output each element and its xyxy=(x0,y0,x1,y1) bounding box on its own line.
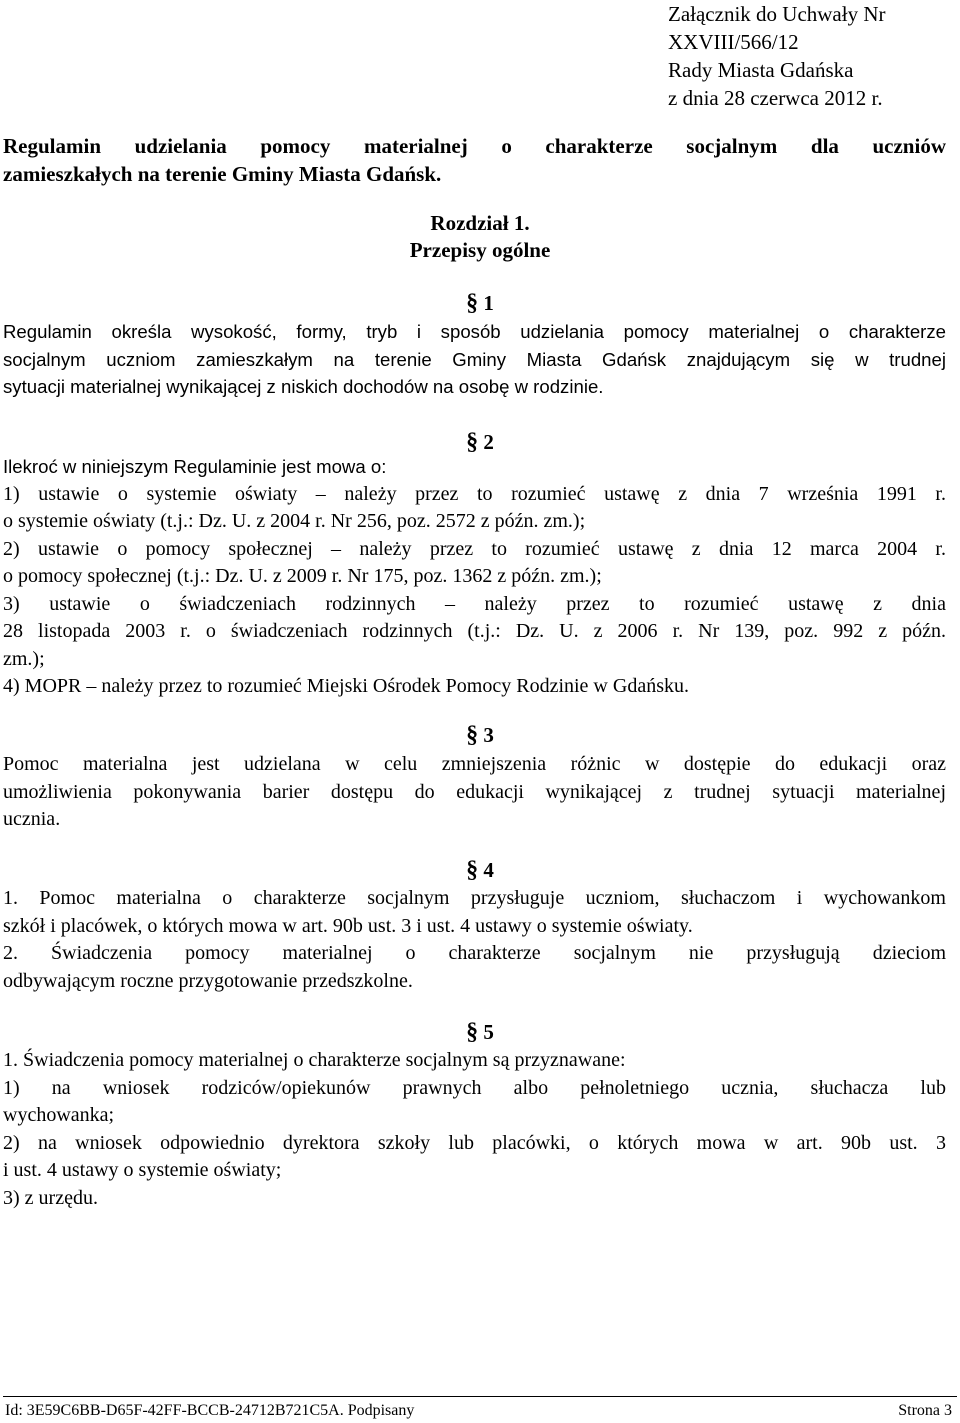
text-line: 3) ustawie o świadczeniach rodzinnych – należy przez to rozumieć ustawę z dnia xyxy=(3,592,946,615)
text-line: Ilekroć w niniejszym Regulaminie jest mowa o: xyxy=(3,456,387,477)
title-line-1: Regulamin udzielania pomocy materialnej o charakterze socjalnym dla uczniów xyxy=(3,134,946,158)
section-heading-3 xyxy=(0,722,960,748)
footer-document-id: Id: 3E59C6BB-D65F-42FF-BCCB-24712B721C5A. Podpisany xyxy=(5,1402,415,1419)
text-line: odbywającym roczne przygotowanie przedszkolne. xyxy=(3,969,413,992)
text-line: umożliwienia pokonywania barier dostępu do edukacji wynikającej z trudnej sytuacji materialnej xyxy=(3,780,946,803)
text-line: Regulamin określa wysokość, formy, tryb i sposób udzielania pomocy materialnej o charakterze xyxy=(3,321,946,342)
text-line: socjalnym uczniom zamieszkałym na terenie Gminy Miasta Gdańsk znajdującym się w trudnej xyxy=(3,348,946,370)
text-line: i ust. 4 ustawy o systemie oświaty; xyxy=(3,1159,282,1181)
text-line: szkół i placówek, o których mowa w art. 90b ust. 3 i ust. 4 ustawy o systemie oświaty. xyxy=(3,914,693,937)
annex-header xyxy=(668,0,886,112)
text-line: 2) na wniosek odpowiednio dyrektora szkoły lub placówki, o których mowa w art. 90b ust. 3 xyxy=(3,1131,946,1154)
section-symbol: § xyxy=(466,857,479,883)
title-line-2: zamieszkałych na terenie Gminy Miasta Gdańsk. xyxy=(3,162,442,186)
chapter-name: Przepisy ogólne xyxy=(409,238,551,262)
text-line: o systemie oświaty (t.j.: Dz. U. z 2004 r. Nr 256, poz. 2572 z późn. zm.); xyxy=(3,510,586,532)
section-heading-2 xyxy=(0,429,960,455)
text-line: 2) ustawie o pomocy społecznej – należy przez to rozumieć ustawę z dnia 12 marca 2004 r. xyxy=(3,537,946,560)
text-line: 28 listopada 2003 r. o świadczeniach rodzinnych (t.j.: Dz. U. z 2006 r. Nr 139, poz. 992 z późn. xyxy=(3,620,946,642)
text-line: Pomoc materialna jest udzielana w celu zmniejszenia różnic w dostępie do edukacji oraz xyxy=(3,753,946,775)
annex-line: Rady Miasta Gdańska xyxy=(668,58,854,82)
text-line: 1. Świadczenia pomocy materialnej o charakterze socjalnym są przyznawane: xyxy=(3,1049,626,1071)
text-line: zm.); xyxy=(3,647,45,670)
section-number: 5 xyxy=(483,1020,494,1044)
section-body-3 xyxy=(3,751,946,834)
section-number: 3 xyxy=(483,723,494,747)
section-number: 4 xyxy=(483,858,494,882)
text-line: 1) ustawie o systemie oświaty – należy przez to rozumieć ustawę z dnia 7 września 1991 r. xyxy=(3,482,946,505)
text-line: sytuacji materialnej wynikającej z niskich dochodów na osobę w rodzinie. xyxy=(3,376,604,397)
section-number: 1 xyxy=(483,291,494,315)
text-line: ucznia. xyxy=(3,808,61,830)
annex-line: XXVIII/566/12 xyxy=(668,30,799,54)
section-symbol: § xyxy=(466,722,479,748)
document-title xyxy=(3,132,946,188)
section-symbol: § xyxy=(466,429,479,455)
chapter-number: Rozdział 1. xyxy=(430,211,530,235)
section-body-5 xyxy=(3,1047,946,1212)
section-body-2 xyxy=(3,453,946,701)
section-symbol: § xyxy=(466,1019,479,1045)
section-symbol: § xyxy=(466,290,479,316)
text-line: 3) z urzędu. xyxy=(3,1186,98,1209)
section-heading-5 xyxy=(0,1019,960,1045)
footer-page-number: Strona 3 xyxy=(898,1402,952,1419)
footer-divider xyxy=(3,1396,957,1397)
annex-line: z dnia 28 czerwca 2012 r. xyxy=(668,86,883,110)
text-line: wychowanka; xyxy=(3,1104,115,1126)
text-line: o pomocy społecznej (t.j.: Dz. U. z 2009 r. Nr 175, poz. 1362 z późn. zm.); xyxy=(3,565,602,587)
section-heading-4 xyxy=(0,857,960,883)
text-line: 1. Pomoc materialna o charakterze socjalnym przysługuje uczniom, słuchaczom i wychowankom xyxy=(3,887,946,909)
section-body-4 xyxy=(3,885,946,995)
annex-line: Załącznik do Uchwały Nr xyxy=(668,2,886,26)
section-heading-1 xyxy=(0,290,960,316)
text-line: 1) na wniosek rodziców/opiekunów prawnych albo pełnoletniego ucznia, słuchacza lub xyxy=(3,1076,946,1099)
section-body-1 xyxy=(3,318,946,401)
text-line: 2. Świadczenia pomocy materialnej o charakterze socjalnym nie przysługują dzieciom xyxy=(3,942,946,964)
text-line: 4) MOPR – należy przez to rozumieć Miejski Ośrodek Pomocy Rodzinie w Gdańsku. xyxy=(3,675,689,697)
section-number: 2 xyxy=(483,430,494,454)
